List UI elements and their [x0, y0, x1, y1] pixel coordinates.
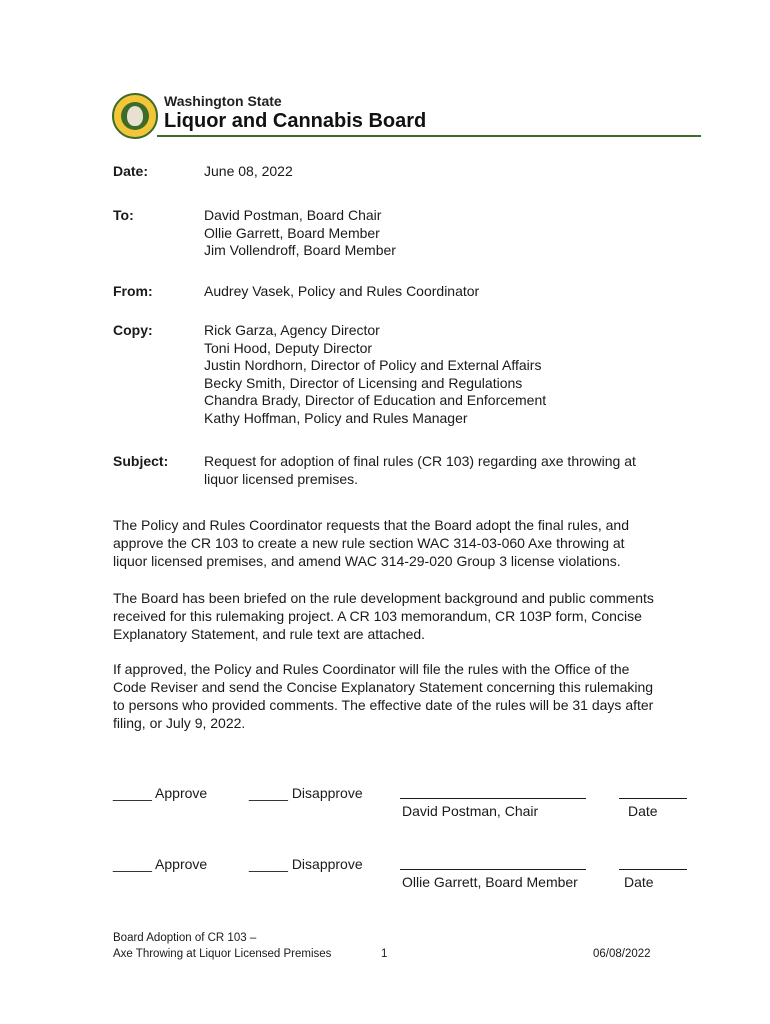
subject-line: Request for adoption of final rules (CR 103) regarding axe throwing at	[204, 453, 636, 469]
approve-option[interactable]: _____ Approve	[113, 785, 208, 801]
subject-label: Subject:	[113, 453, 169, 469]
copy-recipient: Toni Hood, Deputy Director	[204, 339, 373, 356]
paragraph-line: If approved, the Policy and Rules Coordinator will file the rules with the Office of the	[113, 661, 630, 677]
date-label: Date:	[113, 163, 149, 179]
to-recipient: Ollie Garrett, Board Member	[204, 224, 380, 241]
copy-recipient: Becky Smith, Director of Licensing and Regulations	[204, 374, 523, 391]
paragraph-line: Explanatory Statement, and rule text are attached.	[113, 626, 426, 642]
copy-list	[204, 322, 546, 427]
signer-name: David Postman, Chair	[402, 803, 539, 819]
paragraph-line: The Policy and Rules Coordinator requests that the Board adopt the final rules, and	[113, 517, 629, 533]
body-paragraph-3	[113, 660, 703, 732]
body-paragraph-2	[113, 589, 703, 643]
date-line[interactable]	[619, 869, 687, 870]
signature-line[interactable]	[400, 798, 586, 799]
date-line[interactable]	[619, 798, 687, 799]
to-label: To:	[113, 207, 134, 223]
paragraph-line: Code Reviser and send the Concise Explanatory Statement concerning this rulemaking	[113, 679, 654, 695]
org-name-line1: Washington State	[164, 93, 282, 109]
to-recipient: David Postman, Board Chair	[204, 207, 382, 223]
paragraph-line: The Board has been briefed on the rule development background and public comments	[113, 590, 654, 606]
body-paragraph-1	[113, 516, 703, 570]
from-value: Audrey Vasek, Policy and Rules Coordinator	[204, 283, 480, 299]
signature-date-label: Date	[624, 874, 654, 890]
subject-value	[204, 453, 636, 488]
copy-label: Copy:	[113, 322, 153, 338]
paragraph-line: liquor licensed premises, and amend WAC 314-29-020 Group 3 license violations.	[113, 553, 621, 569]
to-list	[204, 207, 396, 260]
paragraph-line: to persons who provided comments. The effective date of the rules will be 31 days after	[113, 697, 654, 713]
paragraph-line: filing, or July 9, 2022.	[113, 715, 246, 731]
subject-line: liquor licensed premises.	[204, 470, 359, 487]
copy-recipient: Kathy Hoffman, Policy and Rules Manager	[204, 409, 468, 426]
signer-name: Ollie Garrett, Board Member	[402, 874, 578, 890]
paragraph-line: received for this rulemaking project. A CR 103 memorandum, CR 103P form, Concise	[113, 608, 642, 624]
footer-line: Axe Throwing at Liquor Licensed Premises	[113, 948, 332, 960]
page-number: 1	[381, 948, 388, 960]
signature-line[interactable]	[400, 869, 586, 870]
org-name-line2: Liquor and Cannabis Board	[164, 110, 427, 132]
from-label: From:	[113, 283, 153, 299]
signature-date-label: Date	[628, 803, 658, 819]
copy-recipient: Justin Nordhorn, Director of Policy and External Affairs	[204, 357, 542, 373]
washington-state-seal-icon	[112, 93, 158, 139]
date-value: June 08, 2022	[204, 163, 293, 179]
to-recipient: Jim Vollendroff, Board Member	[204, 242, 396, 258]
paragraph-line: approve the CR 103 to create a new rule section WAC 314-03-060 Axe throwing at	[113, 535, 625, 551]
footer-date: 06/08/2022	[593, 948, 651, 960]
copy-recipient: Rick Garza, Agency Director	[204, 322, 380, 338]
approve-option[interactable]: _____ Approve	[113, 856, 208, 872]
footer-title	[113, 930, 331, 962]
disapprove-option[interactable]: _____ Disapprove	[249, 785, 363, 801]
header-divider	[157, 135, 701, 137]
disapprove-option[interactable]: _____ Disapprove	[249, 856, 363, 872]
copy-recipient: Chandra Brady, Director of Education and Enforcement	[204, 392, 547, 408]
footer-line: Board Adoption of CR 103 –	[113, 932, 257, 944]
